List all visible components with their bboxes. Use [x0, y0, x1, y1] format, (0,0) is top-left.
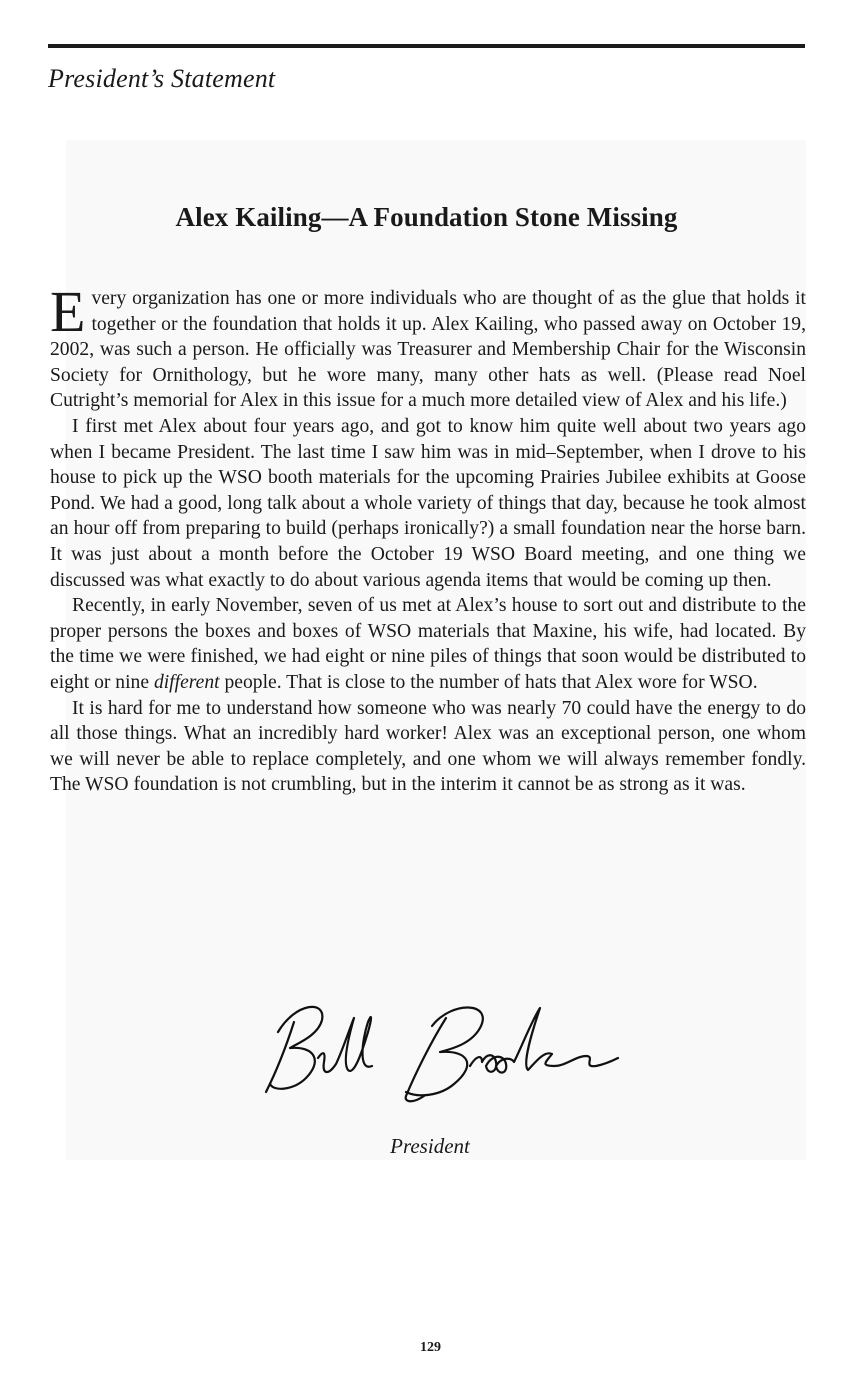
drop-cap: E: [50, 279, 86, 344]
paragraph-1-text: very organization has one or more individuals who are thought of as the glue that holds it together or the foundation that holds it up. Alex Kailing, who passed away on October 19, 2002, was such a person. He officially was Treasurer and Membership Chair for the Wisconsin Society for Ornithology, but he wore many, many other hats as well. (Please read Noel Cutright’s memorial for Alex in this issue for a much more detailed view of Alex and his life.): [50, 288, 806, 412]
page-number: 129: [420, 1340, 441, 1355]
article-title: Alex Kailing—A Foundation Stone Missing: [175, 202, 678, 232]
signature-stroke-capital-b: [406, 1018, 446, 1101]
paragraph-3: [50, 593, 806, 695]
paragraph-3-text-end: people. That is close to the number of hats that Alex wore for WSO.: [219, 671, 758, 693]
signature-stroke-b-loops: [270, 1007, 322, 1089]
article-body: [50, 279, 806, 798]
paragraph-4: It is hard for me to understand how someone who was nearly 70 could have the energy to do all those things. What an incredibly hard worker! Alex was an exceptional person, one whom we will never be able to replace completely, and one whom we will always remember fondly. The WSO foundation is not crumbling, but in the interim it cannot be as strong as it was.: [50, 697, 806, 796]
signature-stroke-ill: [318, 1017, 372, 1072]
signature-role: President: [390, 1134, 470, 1158]
handwritten-signature: [256, 992, 626, 1112]
paragraph-3-emphasis: different: [153, 671, 220, 693]
paragraph-1: [50, 279, 806, 414]
paragraph-2: I first met Alex about four years ago, and got to know him quite well about two years ago when I became President. The last time I saw him was in mid–September, when I drove to his house to pick up the WSO booth materials for the upcoming Prairies Jubilee exhibits at Goose Pond. We had a good, long talk about a whole variety of things that day, because he took almost an hour off from preparing to build (perhaps ironically?) a small foundation near the horse barn. It was just about a month before the October 19 WSO Board meeting, and one thing we discussed was what exactly to do about various agenda items that would be coming up then.: [50, 415, 806, 591]
signature-stroke-rooks: [470, 1008, 618, 1073]
signature-stroke-b-stem: [266, 1022, 294, 1092]
paragraph-3-text-start: Recently, in early November, seven of us met at Alex’s house to sort out and distribute to the proper persons the boxes and boxes of WSO materials that Maxine, his wife, had located. By the time we were finished, we had eight or nine piles of things that soon would be distributed to eight or nine: [50, 595, 806, 693]
section-label: President’s Statement: [48, 64, 276, 93]
top-rule-divider: [48, 44, 805, 48]
